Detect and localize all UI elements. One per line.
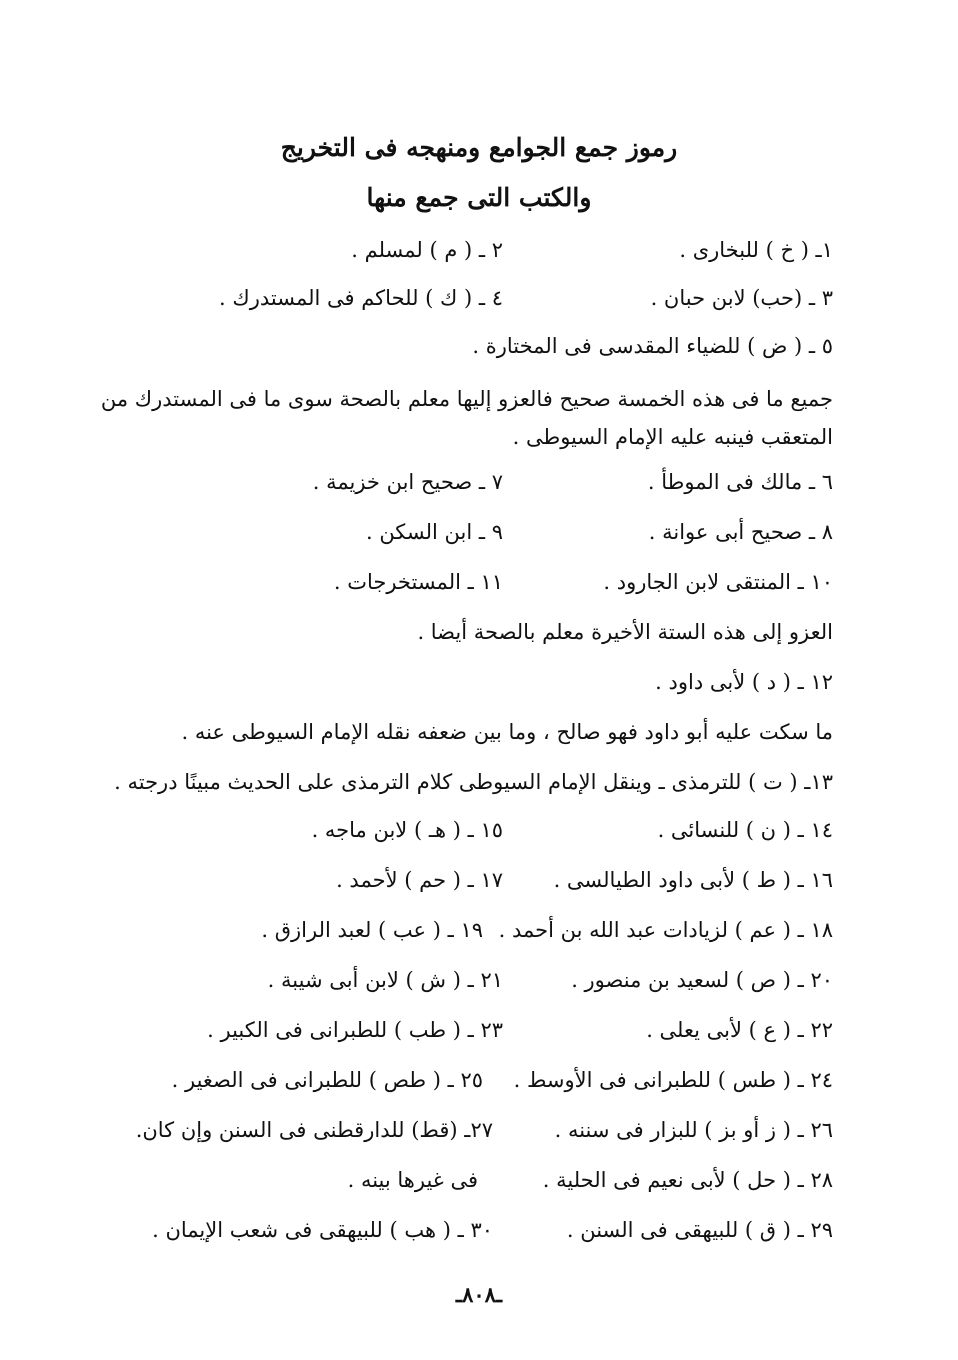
item-21: ٢١ ـ ( ش ) لابن أبى شيبة . (267, 968, 503, 992)
list-item (93, 520, 833, 556)
note-paragraph-1: جميع ما فى هذه الخمسة صحيح فالعزو إليها معلم بالصحة سوى ما فى المستدرك من المتعقب فينبه عليه الإمام السيوطى . (100, 387, 833, 449)
page-number: ـ٨٠٨ـ (455, 1282, 503, 1307)
list-item (93, 1118, 833, 1154)
item-6: ٦ ـ مالك فى الموطأ . (647, 470, 833, 494)
item-14: ١٤ ـ ( ن ) للنسائى . (657, 818, 833, 842)
item-19: ١٩ ـ ( عب ) لعبد الرازق . (261, 918, 483, 942)
note-paragraph-2: العزو إلى هذه الستة الأخيرة معلم بالصحة أيضا . (417, 620, 833, 644)
item-22: ٢٢ ـ ( ع ) لأبى يعلى . (646, 1018, 833, 1042)
list-item (93, 238, 833, 274)
item-29: ٢٩ ـ ( ق ) للبيهقى فى السنن . (566, 1218, 833, 1242)
item-30: ٣٠ ـ ( هب ) للبيهقى فى شعب الإيمان . (152, 1218, 493, 1242)
item-25: ٢٥ ـ ( طص ) للطبرانى فى الصغير . (171, 1068, 483, 1092)
list-item (93, 286, 833, 322)
list-item (93, 818, 833, 854)
item-18: ١٨ ـ ( عم ) لزيادات عبد الله بن أحمد . (498, 918, 833, 942)
item-2: ٢ ـ ( م ) لمسلم . (351, 238, 503, 262)
item-8: ٨ ـ صحيح أبى عوانة . (648, 520, 833, 544)
list-item (93, 1218, 833, 1254)
title-line-2: والكتب التى جمع منها (366, 183, 592, 212)
item-12: ١٢ ـ ( د ) لأبى داود . (655, 670, 833, 694)
note-paragraph-3: ما سكت عليه أبو داود فهو صالح ، وما بين ضعفه نقله الإمام السيوطى عنه . (181, 720, 833, 744)
list-item (93, 1168, 833, 1204)
list-item (93, 470, 833, 506)
item-4: ٤ ـ ( ك ) للحاكم فى المستدرك . (219, 286, 503, 310)
item-11: ١١ ـ المستخرجات . (333, 570, 503, 594)
list-item (93, 1018, 833, 1054)
item-13: ١٣ـ ( ت ) للترمذى ـ وينقل الإمام السيوطى كلام الترمذى على الحديث مبينًا درجته . (114, 770, 833, 794)
item-9: ٩ ـ ابن السكن . (365, 520, 503, 544)
list-item (93, 334, 833, 370)
item-27: ٢٧ـ (قط) للدارقطنى فى السنن وإن كان. (135, 1118, 493, 1142)
item-10: ١٠ ـ المنتقى لابن الجارود . (603, 570, 833, 594)
item-24: ٢٤ ـ ( طس ) للطبرانى فى الأوسط . (513, 1068, 833, 1092)
item-15: ١٥ ـ ( هـ ) لابن ماجه . (311, 818, 503, 842)
list-item (93, 570, 833, 606)
item-16: ١٦ ـ ( ط ) لأبى داود الطيالسى . (553, 868, 833, 892)
item-23: ٢٣ ـ ( طب ) للطبرانى فى الكبير . (207, 1018, 503, 1042)
list-item (93, 968, 833, 1004)
item-26: ٢٦ ـ ( ز أو بز ) للبزار فى سننه . (554, 1118, 833, 1142)
list-item (93, 918, 833, 954)
item-20: ٢٠ ـ ( ص ) لسعيد بن منصور . (571, 968, 833, 992)
item-17: ١٧ ـ ( حم ) لأحمد . (336, 868, 503, 892)
list-item (93, 868, 833, 904)
item-27-continuation: فى غيرها بينه . (347, 1168, 478, 1192)
list-item (93, 1068, 833, 1104)
item-1: ١ـ ( خ ) للبخارى . (679, 238, 833, 262)
title-line-1: رموز جمع الجوامع ومنهجه فى التخريج (280, 133, 678, 162)
item-5: ٥ ـ ( ض ) للضياء المقدسى فى المختارة . (472, 334, 833, 358)
item-28: ٢٨ ـ ( حل ) لأبى نعيم فى الحلية . (542, 1168, 833, 1192)
item-3: ٣ ـ (حب) لابن حبان . (650, 286, 833, 310)
item-7: ٧ ـ صحيح ابن خزيمة . (312, 470, 503, 494)
